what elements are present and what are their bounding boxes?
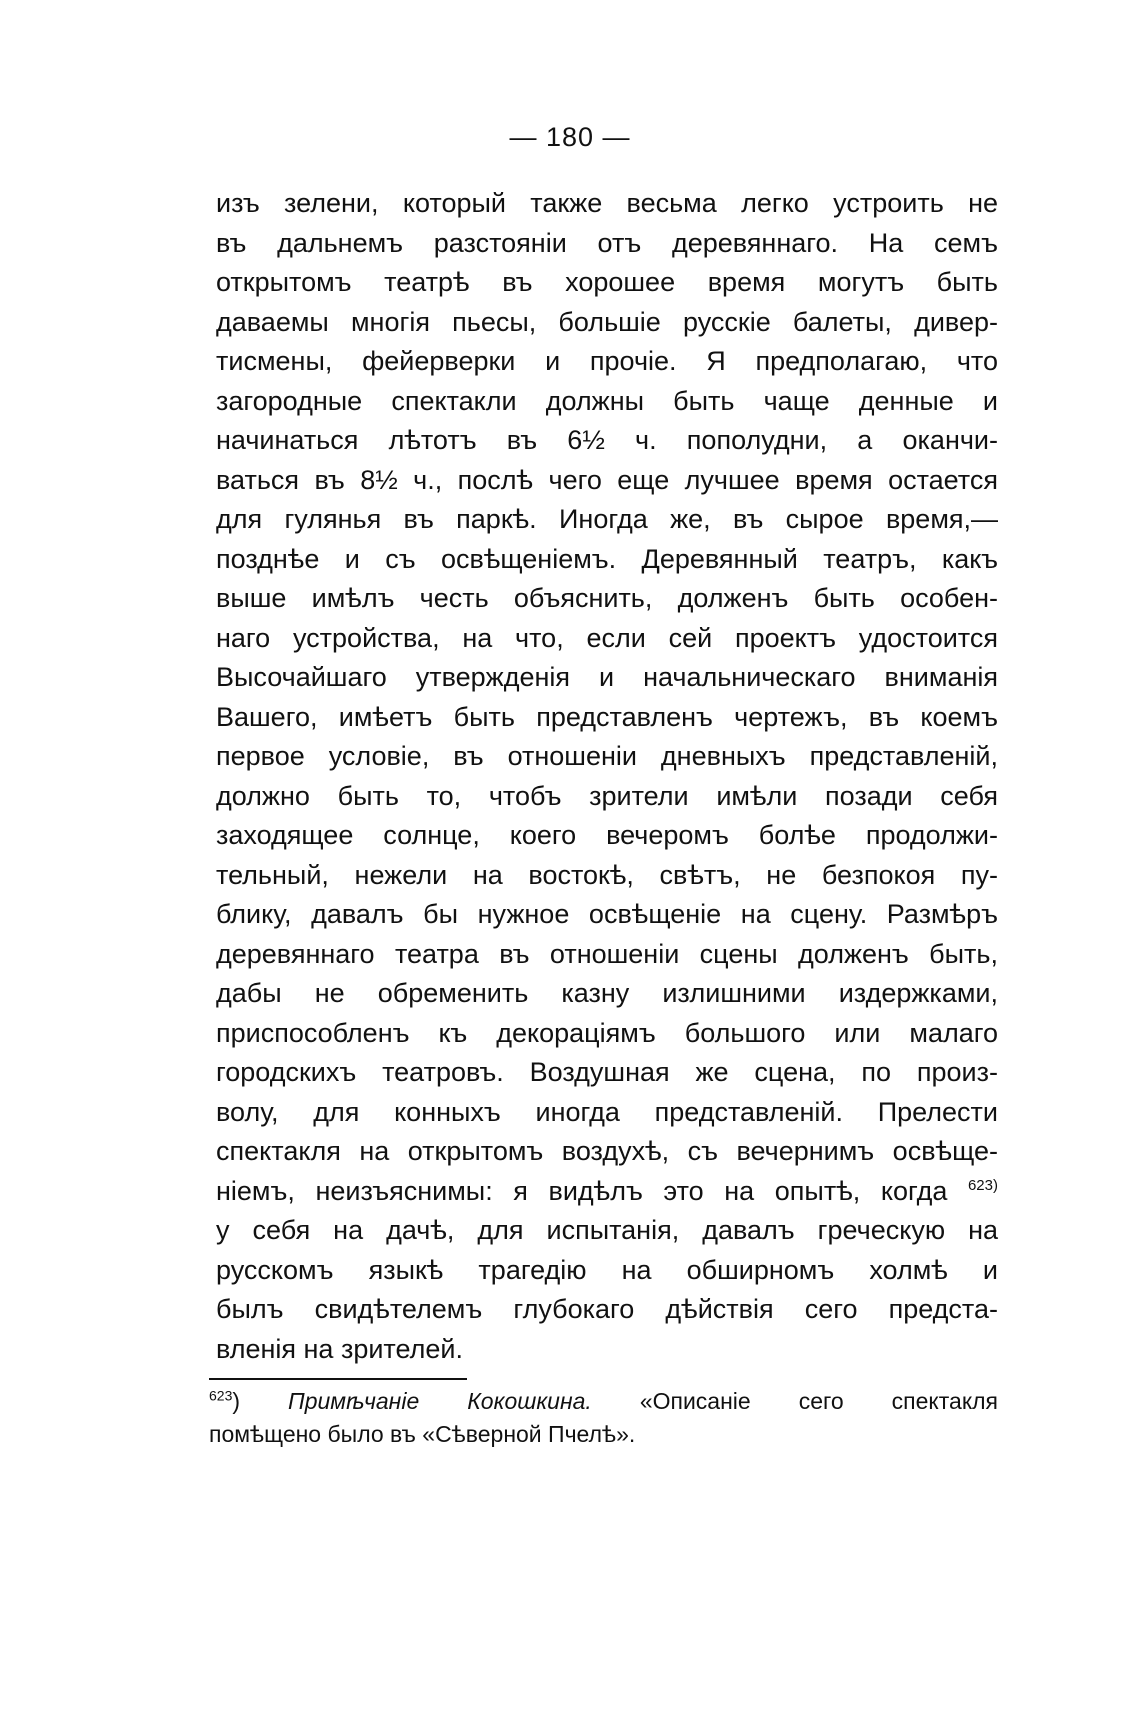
page-number: — 180 — <box>509 122 631 152</box>
text-line: первое условіе, въ отношеніи дневныхъ представленій, <box>216 741 998 771</box>
text-line-content: ніемъ, неизъяснимы: я видѣлъ это на опытѣ, когда <box>216 1175 948 1206</box>
text-line: изъ зелени, который также весьма легко устроить не <box>216 188 998 218</box>
text-line: должно быть то, чтобъ зрители имѣли позади себя <box>216 780 998 811</box>
text-line: заходящее солнце, коего вечеромъ болѣе продолжи- <box>216 820 998 850</box>
text-line: приспособленъ къ декораціямъ большого или малаго <box>216 1017 998 1048</box>
footnote-number: 623 <box>209 1387 233 1404</box>
text-line: загородные спектакли должны быть чаще денные и <box>216 385 998 416</box>
footnote-line <box>209 1385 998 1418</box>
text-line: начинаться лѣтотъ въ 6½ ч. пополудни, а оканчи- <box>216 425 998 455</box>
text-line-with-footnote-ref <box>216 1172 998 1212</box>
footnote-divider <box>209 1378 467 1380</box>
text-line: русскомъ языкѣ трагедію на обширномъ холмѣ и <box>216 1254 998 1285</box>
text-line: наго устройства, на что, если сей проектъ удостоится <box>216 622 998 653</box>
text-line: для гулянья въ паркѣ. Иногда же, въ сырое время,— <box>216 504 998 534</box>
text-line: волу, для конныхъ иногда представленій. Прелести <box>216 1096 998 1127</box>
text-line: Высочайшаго утвержденія и начальническаго вниманія <box>216 662 998 692</box>
text-line: позднѣе и съ освѣщеніемъ. Деревянный театръ, какъ <box>216 543 998 574</box>
text-line: въ дальнемъ разстояніи отъ деревяннаго. На семъ <box>216 227 998 258</box>
text-line: блику, давалъ бы нужное освѣщеніе на сцену. Размѣръ <box>216 899 998 929</box>
text-line: даваемы многія пьесы, большіе русскіе балеты, дивер- <box>216 306 998 337</box>
text-line: вленія на зрителей. <box>216 1333 463 1364</box>
text-line: спектакля на открытомъ воздухѣ, съ вечернимъ освѣще- <box>216 1136 998 1166</box>
text-line: дабы не обременить казну излишними издержками, <box>216 978 998 1008</box>
text-line: городскихъ театровъ. Воздушная же сцена, по произ- <box>216 1057 998 1087</box>
text-line: деревяннаго театра въ отношеніи сцены долженъ быть, <box>216 938 998 969</box>
footnote-author: Примѣчаніе Кокошкина. <box>288 1388 592 1414</box>
footnote-text: «Описаніе сего спектакля <box>639 1388 999 1414</box>
text-line: тисмены, фейерверки и прочіе. Я предполагаю, что <box>216 346 998 376</box>
footnote-line: помѣщено было въ «Сѣверной Пчелѣ». <box>209 1421 636 1447</box>
text-line: у себя на дачѣ, для испытанія, давалъ греческую на <box>216 1215 998 1245</box>
text-line: Вашего, имѣетъ быть представленъ чертежъ, въ коемъ <box>216 701 998 732</box>
text-line: ваться въ 8½ ч., послѣ чего еще лучшее время остается <box>216 464 998 495</box>
footnote <box>209 1385 998 1451</box>
text-line: выше имѣлъ честь объяснить, долженъ быть особен- <box>216 583 998 613</box>
text-line: былъ свидѣтелемъ глубокаго дѣйствія сего предста- <box>216 1294 998 1324</box>
footnote-reference: 623) <box>967 1176 998 1194</box>
footnote-paren: ) <box>232 1388 241 1414</box>
main-text <box>216 184 998 1369</box>
text-line: открытомъ театрѣ въ хорошее время могутъ быть <box>216 267 998 297</box>
text-line: тельный, нежели на востокѣ, свѣтъ, не безпокоя пу- <box>216 859 998 890</box>
